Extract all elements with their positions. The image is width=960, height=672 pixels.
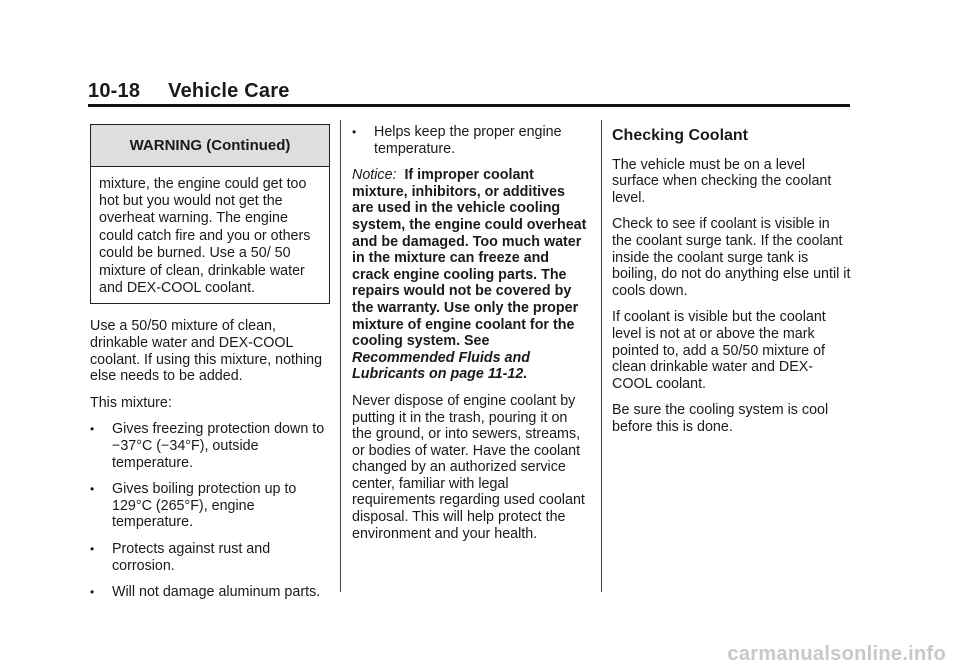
column-divider-2 — [601, 120, 602, 592]
warning-title: WARNING (Continued) — [91, 125, 329, 167]
paragraph-check: Check to see if coolant is visible in the coolant surge tank. If the coolant inside the coolant surge tank is boiling, do not do anything else until it cools down. — [612, 216, 851, 299]
warning-text: mixture, the engine could get too hot but you would not get the overheat warning. The engine could catch fire and you or others could be burned. Use a 50/ 50 mixture of clean, drinkable water and DEX-COOL coolant. — [99, 175, 311, 297]
notice-text: If improper coolant mixture, inhibitors, or additives are used in the vehicle cooling system, the engine could overheat and be damaged. Too much water in the mixture can freeze and crack engine cooling parts. The repairs would not be covered by the warranty. Use only the proper mixture of engine coolant for the cooling system. See — [352, 167, 587, 350]
bullet-icon: • — [90, 541, 95, 556]
section-heading: Checking Coolant — [612, 127, 749, 144]
paragraph-add: If coolant is visible but the coolant level is not at or above the mark pointed to, add a 50/50 mixture of clean drinkable water and DEX-COOL coolant. — [612, 309, 826, 392]
disposal-paragraph: Never dispose of engine coolant by putting it in the trash, pouring it on the ground, or into sewers, streams, or bodies of water. Have the coolant changed by an authorized service center, familiar with legal requirements regarding used coolant disposal. This will help protect the environment and your health. — [352, 392, 585, 542]
mixture-intro: This mixture: — [90, 394, 172, 411]
page-number: 10-18 — [88, 80, 141, 102]
bullet-icon: • — [90, 482, 95, 497]
list-item: • Protects against rust and corrosion. — [90, 540, 271, 574]
mixture-paragraph: Use a 50/50 mixture of clean, drinkable water and DEX-COOL coolant. If using this mixture, nothing else needs to be added. — [90, 318, 323, 385]
benefits-list-continued — [352, 124, 590, 157]
warning-box — [90, 124, 330, 304]
bullet-icon: • — [352, 125, 357, 139]
column-divider-1 — [340, 120, 341, 592]
list-item: • Helps keep the proper engine temperature. — [352, 124, 562, 157]
list-item: • Will not damage aluminum parts. — [90, 584, 321, 601]
watermark: carmanualsonline.info — [727, 643, 946, 665]
list-item: • Gives freezing protection down to −37°C (−34°F), outside temperature. — [90, 421, 325, 471]
paragraph-cool: Be sure the cooling system is cool before this is done. — [612, 402, 829, 435]
notice-reference: Recommended Fluids and Lubricants on page 11-12. — [352, 349, 530, 383]
column-1 — [90, 124, 330, 611]
list-item: • Gives boiling protection up to 129°C (265°F), engine temperature. — [90, 481, 297, 531]
page-header — [88, 80, 290, 103]
paragraph-level: The vehicle must be on a level surface when checking the coolant level. — [612, 156, 832, 206]
bullet-icon: • — [90, 422, 95, 437]
mixture-benefits-list — [90, 421, 330, 600]
bullet-icon: • — [90, 585, 95, 600]
notice-label: Notice: — [352, 167, 397, 184]
column-3 — [612, 124, 852, 446]
column-2 — [352, 124, 590, 552]
notice-paragraph — [352, 167, 590, 383]
section-title: Vehicle Care — [168, 80, 290, 102]
header-rule — [88, 104, 850, 107]
